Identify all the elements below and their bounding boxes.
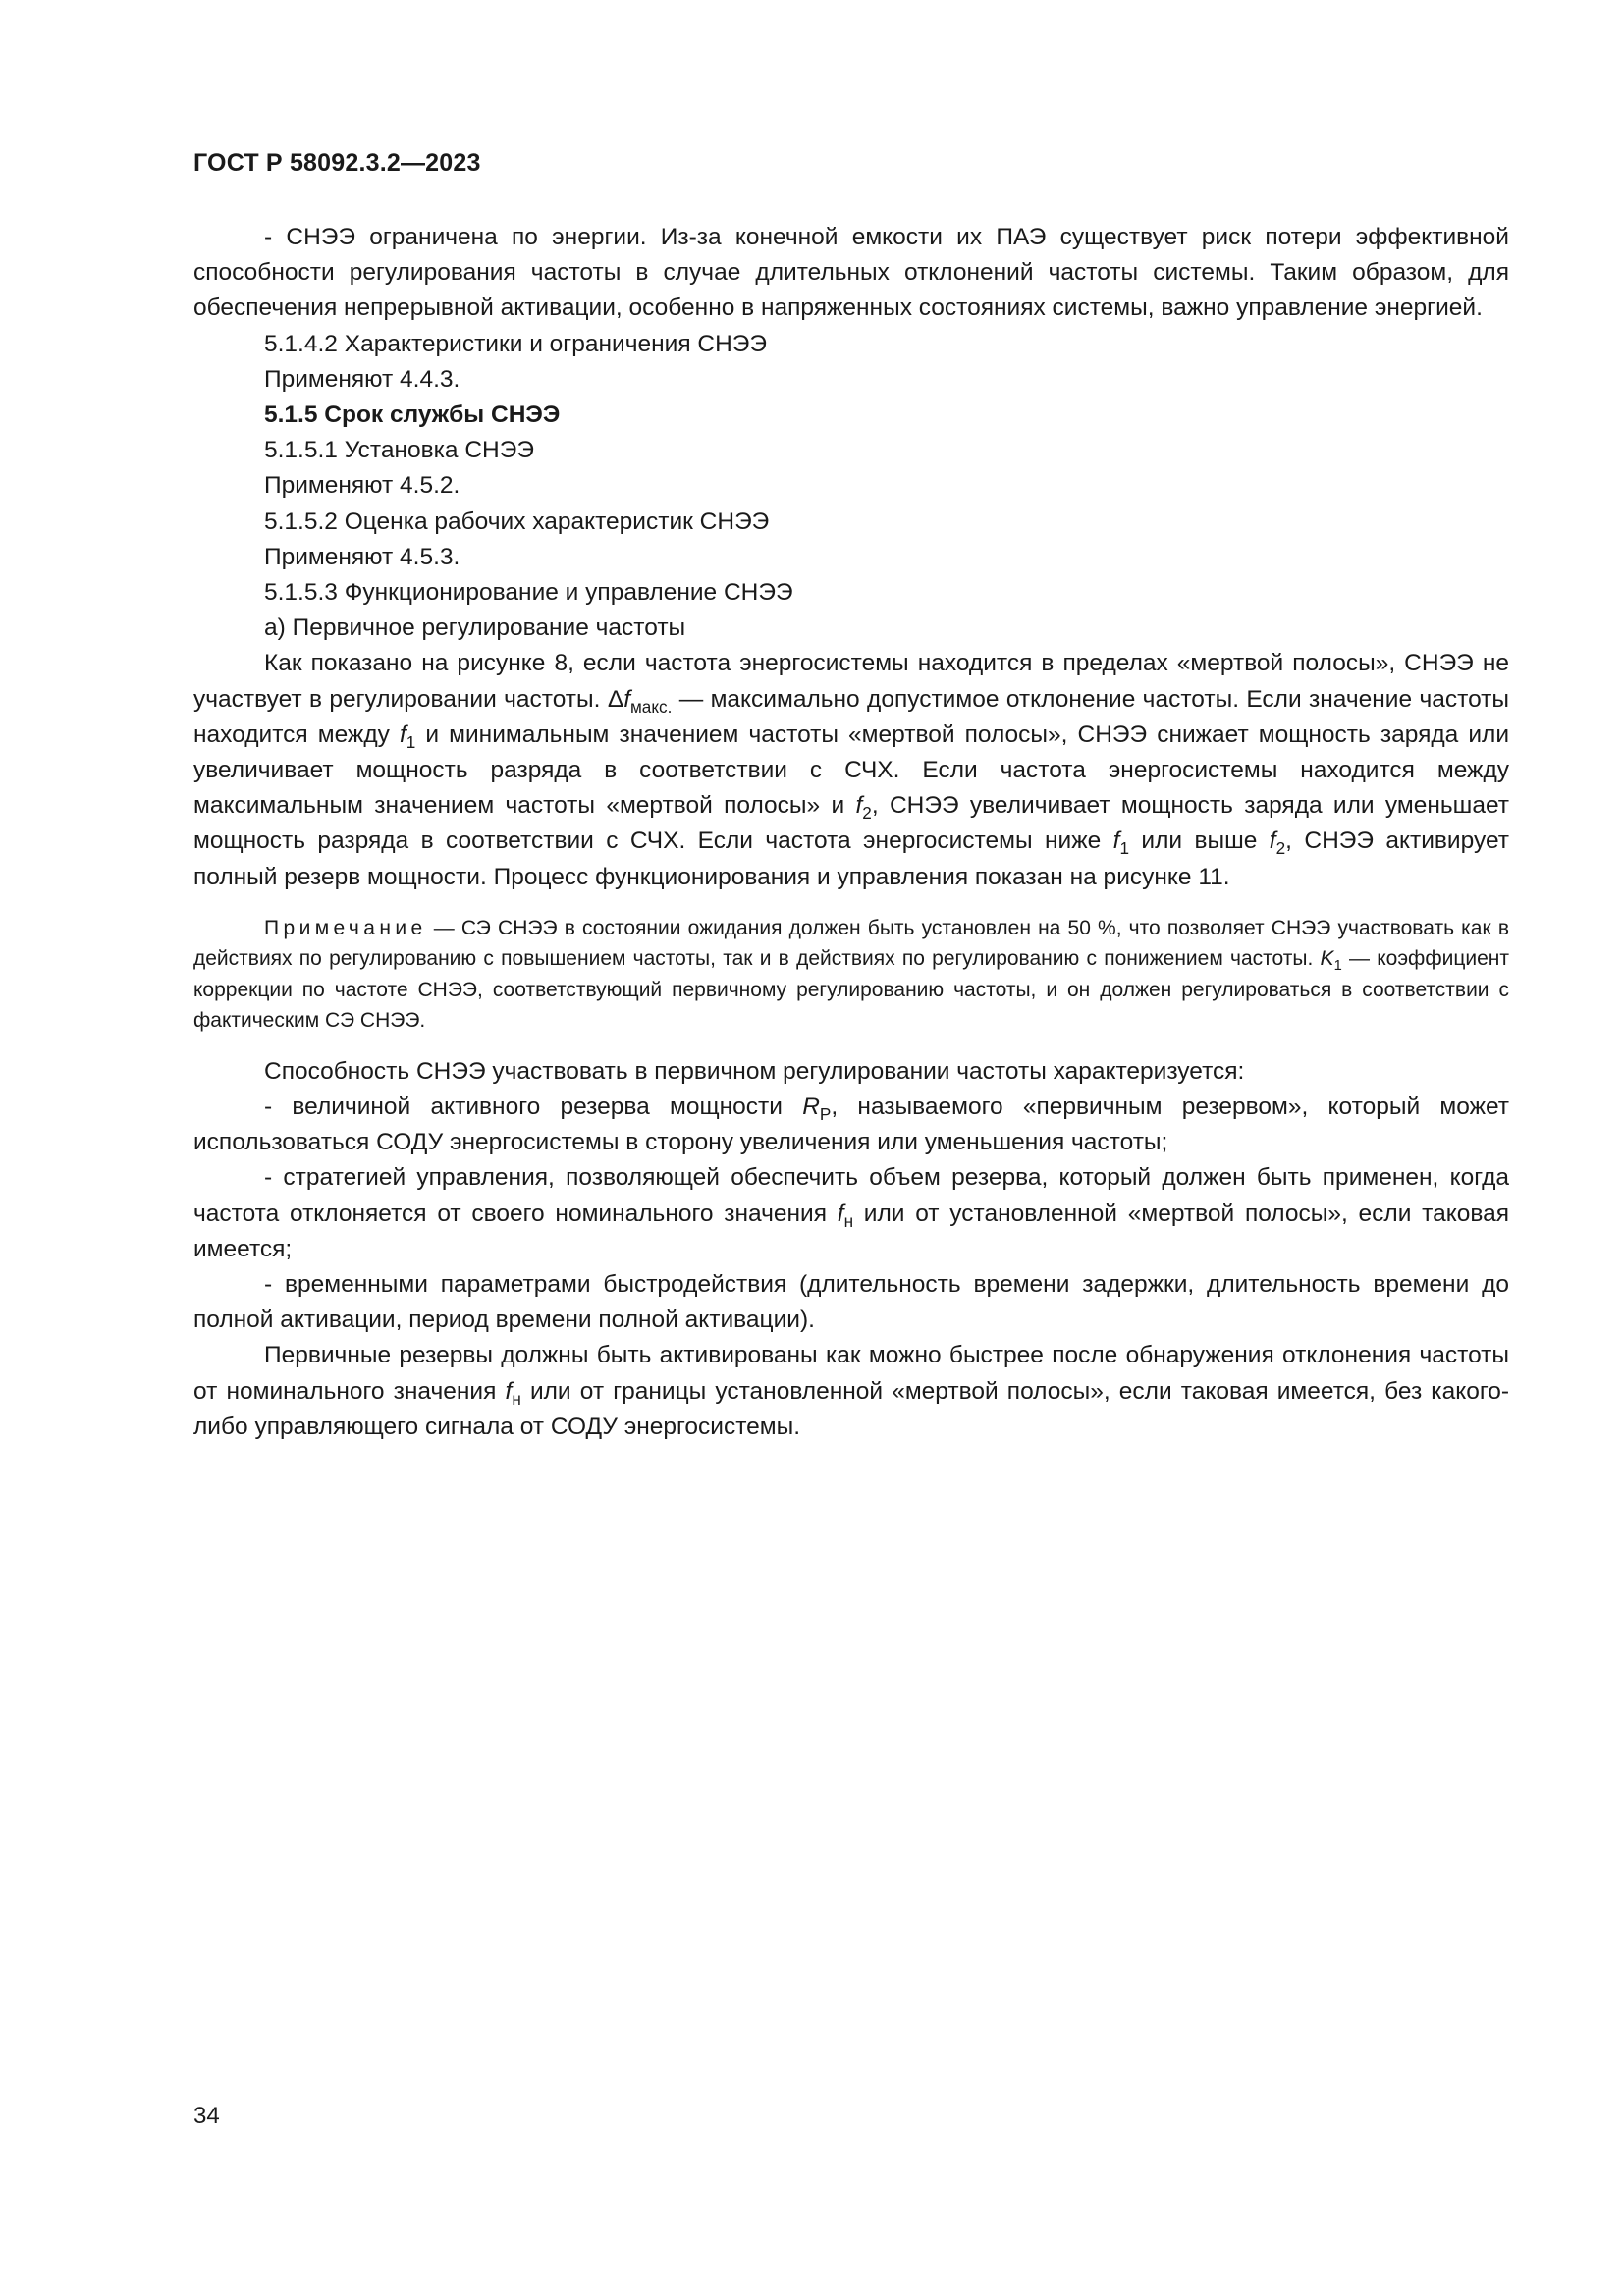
section-5-1-5-1-heading: 5.1.5.1 Установка СНЭЭ	[264, 437, 534, 464]
note-label: Примечание	[264, 916, 427, 939]
paragraph-energy-limit: - СНЭЭ ограничена по энергии. Из-за конечной емкости их ПАЭ существует риск потери эффективной способности регулирования частоты в случае длительных отклонений частоты системы. Таким образом, для обеспечения непрерывной активации, особенно в напряженных состояниях системы, важно управление энергией.	[193, 224, 1509, 322]
section-5-1-4-2-apply: Применяют 4.4.3.	[264, 365, 460, 393]
note-block: Примечание — СЭ СНЭЭ в состоянии ожидания должен быть установлен на 50 %, что позволяет СНЭЭ участвовать как в действиях по регулированию с повышением частоты, так и в действиях по регулированию с понижением частоты. $K_1$ — коэффициент коррекции по частоте СНЭЭ, соответствующий первичному регулированию частоты, и он должен регулироваться в соответствии с фактическим СЭ СНЭЭ.	[193, 916, 1509, 1033]
paragraph-figure-8: Как показано на рисунке 8, если частота энергосистемы находится в пределах «мертвой полосы», СНЭЭ не участвует в регулировании частоты. $\Delta f_{макс.}$ — максимально допустимое отклонение частоты. Если значение частоты находится между $f_1$ и минимальным значением частоты «мертвой полосы», СНЭЭ снижает мощность заряда или увеличивает мощность разряда в соответствии с СЧХ. Если частота энергосистемы находится между максимальным значением частоты «мертвой полосы» и $f_2$, СНЭЭ увеличивает мощность заряда или уменьшает мощность разряда в соответствии с СЧХ. Если частота энергосистемы ниже $f_1$ или выше $f_2$, СНЭЭ активирует полный резерв мощности. Процесс функционирования и управления показан на рисунке 11.	[193, 650, 1510, 890]
paragraph-primary-reserves: Первичные резервы должны быть активированы как можно быстрее после обнаружения отклонения частоты от номинального значения $f_н$ или от границы установленной «мертвой полосы», если таковая имеется, без какого-либо управляющего сигнала от СОДУ энергосистемы.	[193, 1342, 1509, 1440]
section-5-1-4-2-heading: 5.1.4.2 Характеристики и ограничения СНЭЭ	[264, 330, 767, 357]
page-number: 34	[193, 2103, 220, 2129]
list-item-strategy: - стратегией управления, позволяющей обеспечить объем резерва, который должен быть применен, когда частота отклоняется от своего номинального значения $f_н$ или от установленной «мертвой полосы», если таковая имеется;	[193, 1164, 1509, 1262]
list-item-reserve: - величиной активного резерва мощности $R_P$, называемого «первичным резервом», который может использоваться СОДУ энергосистемы в сторону увеличения или уменьшения частоты;	[193, 1094, 1509, 1156]
section-5-1-5-2-heading: 5.1.5.2 Оценка рабочих характеристик СНЭЭ	[264, 507, 770, 535]
section-5-1-5-1-apply: Применяют 4.5.2.	[264, 472, 460, 500]
list-item-a: а) Первичное регулирование частоты	[264, 614, 686, 642]
section-5-1-5-heading: 5.1.5 Срок службы СНЭЭ	[264, 401, 561, 429]
list-item-timing: - временными параметрами быстродействия (длительность времени задержки, длительность времени до полной активации, период времени полной активации).	[193, 1271, 1509, 1334]
section-5-1-5-2-apply: Применяют 4.5.3.	[264, 543, 460, 570]
document-code-header: ГОСТ Р 58092.3.2—2023	[193, 149, 481, 177]
section-5-1-5-3-heading: 5.1.5.3 Функционирование и управление СНЭЭ	[264, 579, 793, 607]
page-body	[193, 220, 1509, 1445]
paragraph-ability: Способность СНЭЭ участвовать в первичном регулировании частоты характеризуется:	[264, 1057, 1245, 1085]
